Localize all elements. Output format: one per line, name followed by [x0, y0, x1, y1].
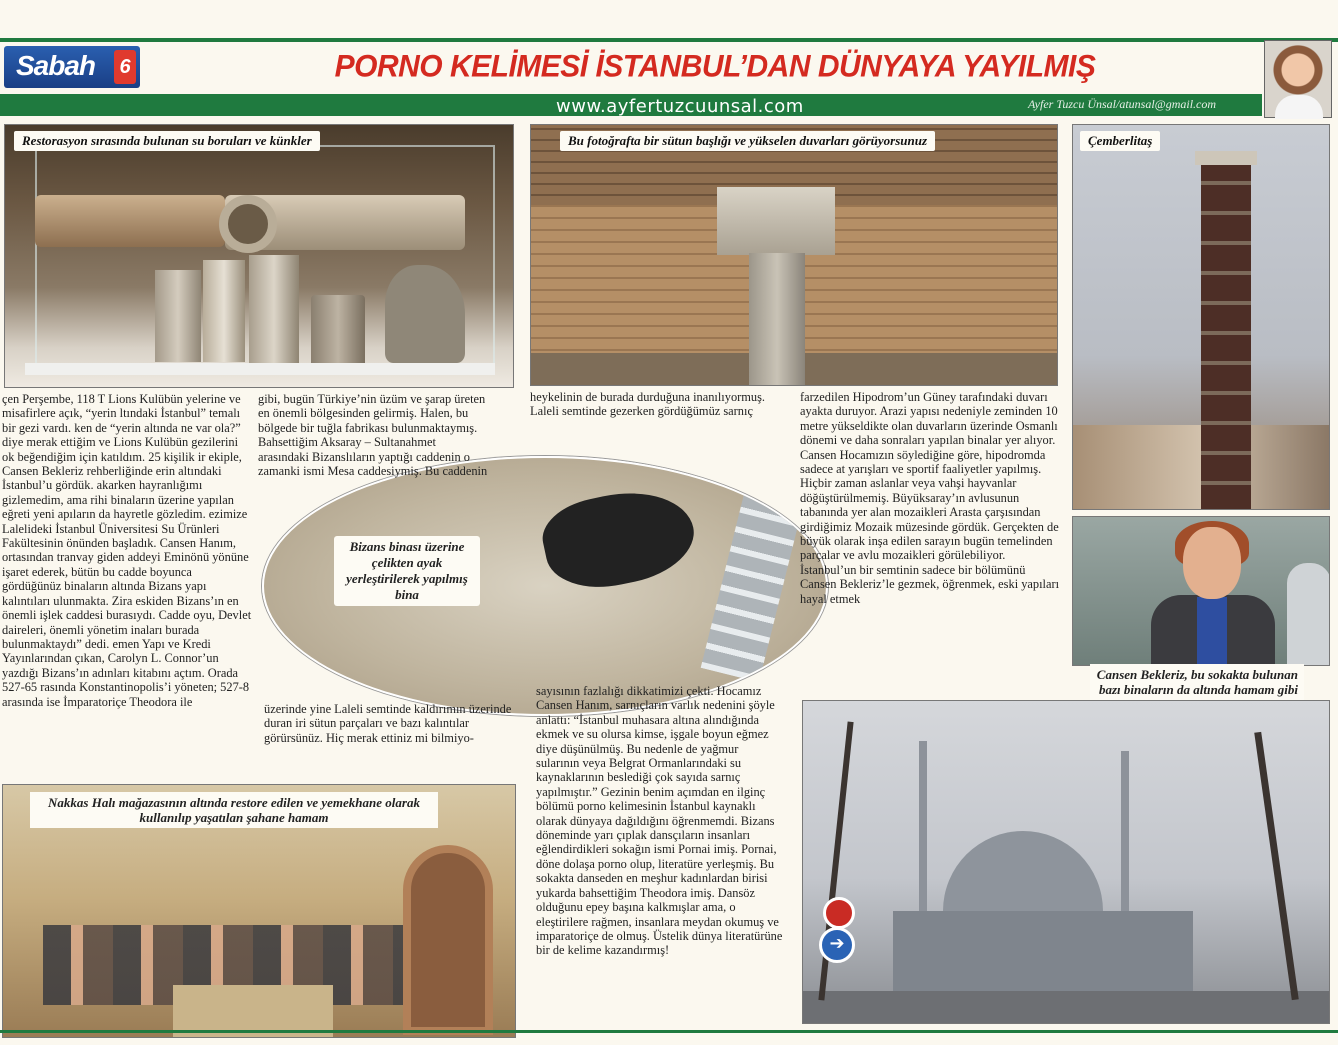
column-1-text: çen Perşembe, 118 T Lions Kulübün yelerine ve misafirlere açık, “yerin ltındaki İstanbul” temalı bir gezi vardı. ken de “yerin altında ne var ola?” diye merak ettiğim ve Lions Kulübün gezilerini ok beğendiğim için katıldım. 25 kişilik ir ekiple, Cansen Bekleriz rehberliğinde erin altındaki İstanbul’u gördük. akarken hayranlığımı gizlemedim, ama rihi binaların üzerine yapılan eğreti yeni apıların da hayretle gözledim. ezimize Lalelideki İstanbul Üniversitesi Su Ürünleri Fakültesinin önünden başladık. Cansen Hanım, ortasından tranvay giden addeyi Eminönü yönüne işaret ederek, bütün bu cadde boyunca gördüğünüz binaların altında Bizans yapı kalıntıları ulunmakta. Zira eskiden Bizans’ın en önemli işlek caddesi burasıydı. Cadde oyu, Devlet daireleri, önemli yönetim inaları burada bulunmaktaydı” dedi. emen Yapı ve Kredi Yayınlarından çıkan, Carolyn L. Connor’un yazdığı Bizans’ın adınları kitabını açtım. Orada 527-65 rasında Konstantinopolis’i yöneten; 527-8 arasında ise İmparatoriçe Theodora ile: [2, 392, 252, 709]
caption-byzantine-building: Bizans binası üzerine çelikten ayak yerleştirilerek yapılmış bina: [334, 536, 480, 606]
caption-cansen-bekleriz: Cansen Bekleriz, bu sokakta bulunan bazı binaların da altında hamam gibi: [1090, 664, 1304, 730]
article-column-1: [2, 392, 252, 709]
author-photo: [1264, 40, 1332, 118]
article-column-4: [800, 390, 1062, 606]
column-4-text: farzedilen Hipodrom’un Güney tarafındaki duvarı ayakta duruyor. Arazi yapısı nedeniyle zeminden 10 metre yükseldikte olan duvarların üzerinde Osmanlı dönemi ve daha sonraları yapılan binalar yer alıyor. Cansen Hocamızın söylediğine göre, hipodromda sadece at yarışları ve sportif faaliyetler yapılmış. Hiçbir zaman aslanlar veya vahşi hayvanlar döğüştürülmemiş. Büyüksaray’ın avlusunun tabanında yer alan mozaikleri Arasta çarşısından girdiğimiz Mozaik müzesinde gördük. Gerçekten de büyük olarak inşa edilen sarayın bugün temelinden parçalar ve avlu mozaikleri görülebiliyor. İstanbul’un bir semtinin sadece bir bölümünü Cansen Bekleriz’le gezmek, öğrenmek, eski yapıları hayal etmek: [800, 390, 1060, 606]
photo-blue-mosque: ➔: [802, 700, 1330, 1024]
article-column-2b: [264, 702, 522, 745]
photo-water-pipes: [4, 124, 514, 388]
photo-cemberlitas: [1072, 124, 1330, 510]
column-3b-text: sayısının fazlalığı dikkatimizi çekti. Hocamız Cansen Hanım, sarnıçların varlık nedenini şöyle anlattı: “İstanbul muhasara altına alındığında ekmek ve su olursa kimse, işgale boyun eğmez diye düşünülmüş. Bu nedenle de yağmur sularının veya Belgrat Ormanlarındaki su kaynaklarının beslediği çok sayıda sarnıç yapılmıştır.” Gezinin benim açımdan en ilginç bölümü porno kelimesinin İstanbul kaynaklı olarak dünyaya dağıldığını öğrenmemdi. Bizans döneminde yarı çıplak dansçıların insanları eğlendirdikleri sokağın ismi Pornai imiş. Pornai, döne dolaşa porno olup, literatüre yerleşmiş. Bu sokakta danseden en meşhur kadınlardan birisi yukarda bahsettiğim Theodora imiş. Dansöz olduğunu epey başına kalkmışlar ama, o eleştirilere rağmen, insanlara meydan okumuş ve imparatoriçe de olmuş. Üstelik dünya literatürüne bir de kelime kazandırmış!: [536, 684, 783, 958]
author-byline: Ayfer Tuzcu Ünsal/atunsal@gmail.com: [1028, 97, 1217, 111]
column-3-text: heykelinin de burada durduğuna inanılıyormuş. Laleli semtinde gezerken gördüğümüz sarnıç: [530, 390, 766, 419]
article-column-2: [258, 392, 488, 478]
logo-text: Sabah: [16, 50, 96, 81]
column-2-text: gibi, bugün Türkiye’nin üzüm ve şarap üreten en önemli bölgesinden gelirmiş. Halen, bu bölgede bir tuğla fabrikası bulunmaktaymış. Bahsettiğim Aksaray – Sultanahmet arasındaki Bizanslıların yaptığı caddenin o zamanki ismi Mesa caddesiymiş. Bu caddenin: [258, 392, 488, 479]
caption-column-capital: Bu fotoğrafta bir sütun başlığı ve yükselen duvarları görüyorsunuz: [560, 131, 935, 151]
bottom-rule: [0, 1030, 1338, 1033]
column-2b-text: üzerinde yine Laleli semtinde kaldırımın üzerinde duran iri sütun parçaları ve bazı kalıntılar görürsünüz. Hiç merak ettiniz mi bilmiyo-: [264, 702, 512, 745]
caption-water-pipes: Restorasyon sırasında bulunan su boruları ve künkler: [14, 131, 320, 151]
article-column-3b: [536, 684, 784, 958]
headline: PORNO KELİMESİ İSTANBUL’DAN DÜNYAYA YAYILMIŞ: [334, 49, 1096, 84]
caption-cemberlitas: Çemberlitaş: [1080, 131, 1160, 151]
article-column-3: [530, 390, 770, 419]
top-rule: [0, 38, 1338, 42]
logo-mark: 6: [114, 50, 136, 84]
website-url: www.ayfertuzcuunsal.com: [556, 96, 804, 117]
sabah-logo: [4, 46, 140, 88]
photo-column-capital: [530, 124, 1058, 386]
photo-cansen-bekleriz: [1072, 516, 1330, 666]
caption-hamam: Nakkas Halı mağazasının altında restore edilen ve yemekhane olarak kullanılıp yaşatılan şahane hamam: [30, 792, 438, 828]
